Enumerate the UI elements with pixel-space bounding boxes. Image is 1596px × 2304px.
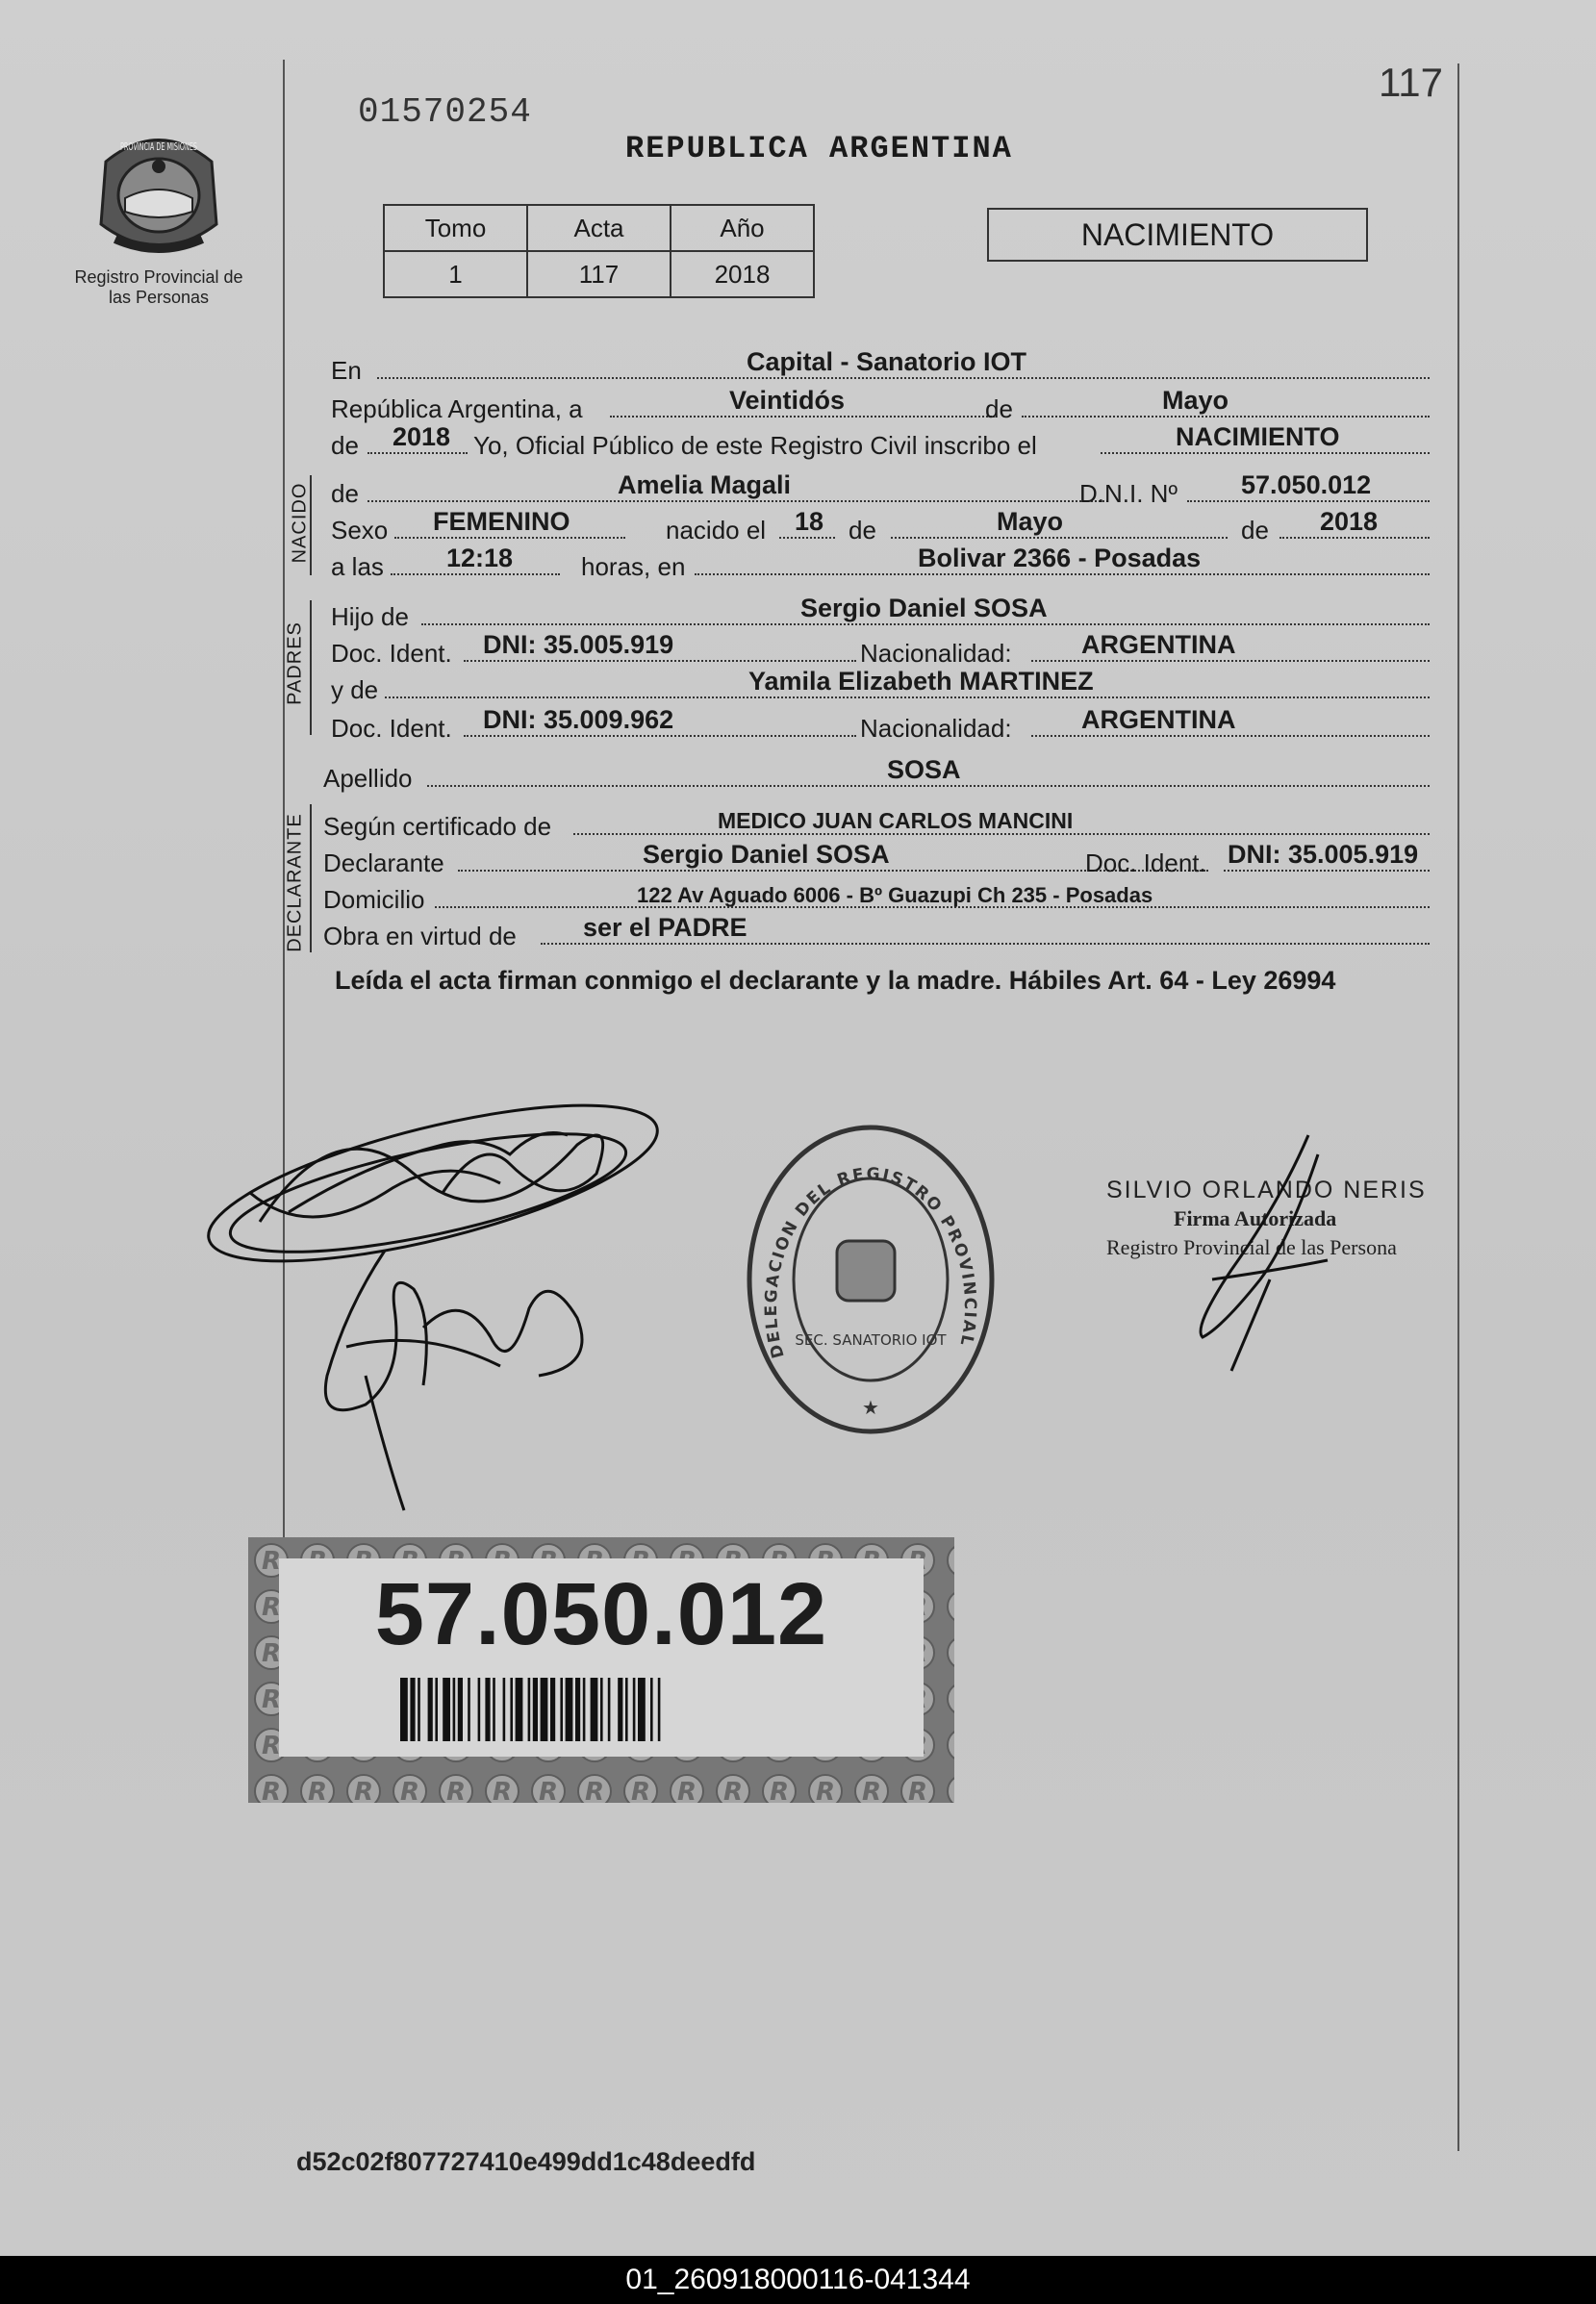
doc-label: Doc. Ident. (331, 639, 452, 668)
barcode-bar (510, 1678, 513, 1741)
dotted-line (1224, 870, 1430, 872)
barcode-bar (541, 1678, 548, 1741)
declarante-line-4 (323, 913, 1430, 952)
barcode-bar (458, 1678, 463, 1741)
tomo-header: Tomo (384, 205, 527, 251)
record-table-values (384, 251, 814, 297)
ano-header: Año (671, 205, 814, 251)
record-table (383, 204, 815, 298)
barcode-bar (658, 1678, 661, 1741)
barcode-bar (591, 1678, 598, 1741)
barcode-bar (453, 1678, 456, 1741)
logo-text: PROVINCIA DE MISIONES (120, 140, 198, 153)
barcode-bar (503, 1678, 506, 1741)
birth-place: Bolivar 2366 - Posadas (918, 544, 1202, 572)
doc-label: Doc. Ident. (1085, 848, 1206, 877)
barcode-bar (468, 1678, 470, 1741)
father-doc: DNI: 35.005.919 (483, 630, 674, 659)
barcode-bar (435, 1678, 438, 1741)
declarante-bracket (310, 804, 312, 952)
barcode-bar (633, 1678, 636, 1741)
time-label: a las (331, 552, 384, 581)
declarant-name: Sergio Daniel SOSA (643, 840, 890, 869)
month-value: Mayo (1162, 386, 1229, 415)
sexo-label: Sexo (331, 516, 389, 544)
barcode-bar (550, 1678, 555, 1741)
padres-line-3 (331, 667, 1430, 706)
de-label: de (849, 516, 876, 544)
address-value: 122 Av Aguado 6006 - Bº Guazupi Ch 235 - Posadas (637, 883, 1153, 907)
province-seal-logo (87, 123, 231, 267)
acta-header: Acta (527, 205, 671, 251)
record-table-header (384, 205, 814, 251)
barcode-bar (560, 1678, 563, 1741)
year-value: 2018 (393, 422, 451, 451)
barcode-bar (428, 1678, 433, 1741)
nationality-label: Nacionalidad: (860, 639, 1012, 668)
event-value: NACIMIENTO (1176, 422, 1340, 451)
file-id-bar: 01_260918000116-041344 (0, 2256, 1596, 2304)
stamp-inner-text: SEC. SANATORIO IOT (795, 1331, 947, 1349)
intro-line-3 (331, 422, 1430, 462)
barcode-bar (478, 1678, 481, 1741)
document-hash: d52c02f807727410e499dd1c48deedfd (296, 2147, 756, 2176)
stamp-emblem (837, 1241, 895, 1301)
declarant-doc: DNI: 35.005.919 (1228, 840, 1419, 869)
nacido-section-label: NACIDO (289, 482, 311, 564)
child-dni: 57.050.012 (1241, 470, 1372, 499)
address-label: Domicilio (323, 885, 425, 914)
de-label: de (985, 394, 1013, 423)
barcode-bar (618, 1678, 622, 1741)
intro-line-1 (331, 347, 1430, 387)
de-label: de (331, 479, 359, 508)
country-title: REPUBLICA ARGENTINA (625, 131, 1013, 166)
sex-value: FEMENINO (433, 507, 570, 536)
barcode-bar (566, 1678, 573, 1741)
stamp-outer-text-path: DELEGACION DEL REGISTRO PROVINCIAL DE LAS PERSONAS (732, 1101, 980, 1361)
signer-title: Firma Autorizada (1174, 1206, 1337, 1230)
barcode-bar (600, 1678, 603, 1741)
apellido-label: Apellido (323, 764, 413, 793)
birth-month: Mayo (997, 507, 1064, 536)
de-label: de (1241, 516, 1269, 544)
mother-signature (308, 1231, 616, 1520)
birth-year: 2018 (1320, 507, 1379, 536)
signer-office: Registro Provincial de las Persona (1106, 1235, 1397, 1259)
barcode-bar (485, 1678, 490, 1741)
signer-name: SILVIO ORLANDO NERIS (1106, 1177, 1427, 1203)
declarante-section-label: DECLARANTE (284, 813, 306, 952)
barcode-bar (516, 1678, 523, 1741)
certificate-value: MEDICO JUAN CARLOS MANCINI (718, 808, 1074, 833)
dni-label: D.N.I. Nº (1079, 479, 1178, 508)
declarante-line-2 (323, 840, 1430, 879)
born-label: nacido el (666, 516, 767, 544)
declarant-label: Declarante (323, 848, 444, 877)
tomo-value: 1 (384, 251, 527, 297)
acta-value: 117 (527, 251, 671, 297)
dni-barcode (400, 1678, 804, 1741)
republic-label: República Argentina, a (331, 394, 583, 423)
barcode-bar (638, 1678, 646, 1741)
nacido-line-3 (331, 544, 1430, 583)
barcode-bar (443, 1678, 450, 1741)
capacity-label: Obra en virtud de (323, 922, 517, 950)
barcode-bar (493, 1678, 495, 1741)
barcode-bar (625, 1678, 628, 1741)
page-number: 117 (1379, 60, 1443, 105)
dni-label-number: 57.050.012 (374, 1565, 828, 1663)
child-name: Amelia Magali (618, 470, 792, 499)
apellido-line (323, 755, 1430, 795)
stamp-outer-text (733, 1101, 979, 1360)
place-value: Capital - Sanatorio IOT (747, 347, 1027, 376)
barcode-bar (418, 1678, 420, 1741)
day-value: Veintidós (729, 386, 846, 415)
en-label: En (331, 356, 362, 385)
ano-value: 2018 (671, 251, 814, 297)
barcode-bar (608, 1678, 611, 1741)
mother-nationality: ARGENTINA (1081, 705, 1236, 734)
padres-line-4 (331, 705, 1430, 745)
cert-label: Según certificado de (323, 812, 552, 841)
officer-text: Yo, Oficial Público de este Registro Civil inscribo el (473, 431, 1037, 460)
father-nationality: ARGENTINA (1081, 630, 1236, 659)
birth-day: 18 (795, 507, 824, 536)
padres-bracket (310, 600, 312, 735)
closing-statement: Leída el acta firman conmigo el declarante y la madre. Hábiles Art. 64 - Ley 26994 (335, 966, 1336, 995)
hijo-label: Hijo de (331, 602, 409, 631)
barcode-bar (575, 1678, 580, 1741)
registry-name: Registro Provincial de las Personas (74, 267, 243, 307)
barcode-bar (583, 1678, 586, 1741)
right-margin-line (1457, 63, 1459, 2151)
barcode-bar (533, 1678, 538, 1741)
barcode-bar (410, 1678, 415, 1741)
birth-time: 12:18 (446, 544, 514, 572)
registry-stamp (732, 1101, 1001, 1443)
doc-label: Doc. Ident. (331, 714, 452, 743)
barcode-bar (528, 1678, 531, 1741)
capacity-value: ser el PADRE (583, 913, 747, 942)
father-name: Sergio Daniel SOSA (800, 594, 1048, 622)
hours-label: horas, en (581, 552, 686, 581)
apellido-value: SOSA (887, 755, 961, 784)
padres-section-label: PADRES (284, 621, 306, 705)
official-signature (1174, 1126, 1337, 1376)
document-type-box: NACIMIENTO (987, 208, 1368, 262)
nationality-label: Nacionalidad: (860, 714, 1012, 743)
mother-name: Yamila Elizabeth MARTINEZ (748, 667, 1094, 696)
stamp-star-icon: ★ (862, 1398, 879, 1419)
declarante-line-3 (323, 883, 1430, 916)
barcode-bar (650, 1678, 653, 1741)
barcode-bar (400, 1678, 408, 1741)
de2-label: de (331, 431, 359, 460)
mother-doc: DNI: 35.009.962 (483, 705, 674, 734)
yde-label: y de (331, 675, 379, 704)
serial-number: 01570254 (358, 92, 532, 132)
